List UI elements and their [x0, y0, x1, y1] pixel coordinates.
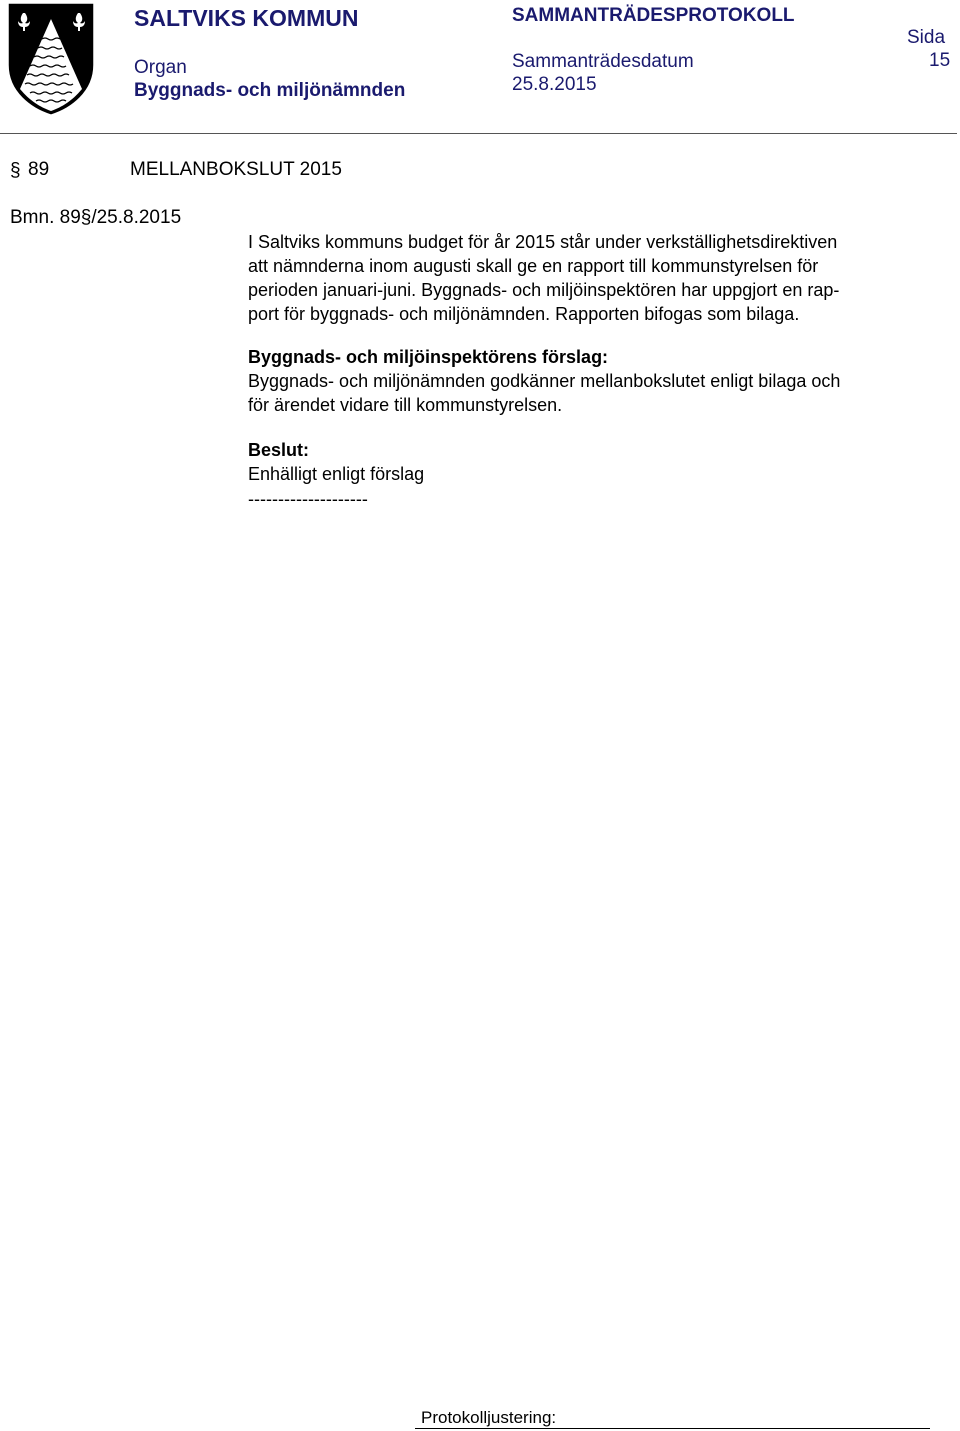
page-number: 15: [929, 50, 951, 71]
section-number: 89: [28, 159, 50, 180]
decision-heading: Beslut:: [248, 440, 310, 460]
signature-line: [415, 1428, 930, 1429]
intro-paragraph: [248, 230, 839, 326]
proposal-heading: Byggnads- och miljöinspektörens förslag:: [248, 347, 609, 367]
paragraph-line: perioden januari-juni. Byggnads- och miljöinspektören har uppgjort en rap-: [248, 280, 840, 300]
section-sign-icon: §: [10, 160, 21, 181]
proposal-text: [248, 369, 840, 417]
paragraph-line: I Saltviks kommuns budget för år 2015 står under verkställighetsdirektiven: [248, 232, 838, 252]
proposal-line: för ärendet vidare till kommunstyrelsen.: [248, 395, 563, 415]
meeting-date-value: 25.8.2015: [512, 74, 597, 95]
proposal-line: Byggnads- och miljönämnden godkänner mellanbokslutet enligt bilaga och: [248, 371, 841, 391]
meeting-date-label: Sammanträdesdatum: [512, 51, 694, 72]
document-type: SAMMANTRÄDESPROTOKOLL: [512, 5, 795, 26]
case-reference: Bmn. 89§/25.8.2015: [10, 207, 182, 228]
section-title: MELLANBOKSLUT 2015: [130, 159, 342, 180]
paragraph-line: port för byggnads- och miljönämnden. Rapporten bifogas som bilaga.: [248, 304, 800, 324]
paragraph-line: att nämnderna inom augusti skall ge en rapport till kommunstyrelsen för: [248, 256, 819, 276]
municipality-name: SALTVIKS KOMMUN: [134, 5, 359, 31]
minutes-verification-label: Protokolljustering:: [421, 1408, 557, 1427]
page-label: Sida: [907, 27, 946, 48]
coat-of-arms-icon: [8, 3, 94, 115]
organ-label: Organ: [134, 57, 187, 78]
header-divider: [0, 133, 957, 134]
separator-dashes: --------------------: [248, 489, 368, 509]
decision-text: Enhälligt enligt förslag: [248, 464, 425, 484]
organ-value: Byggnads- och miljönämnden: [134, 80, 406, 101]
